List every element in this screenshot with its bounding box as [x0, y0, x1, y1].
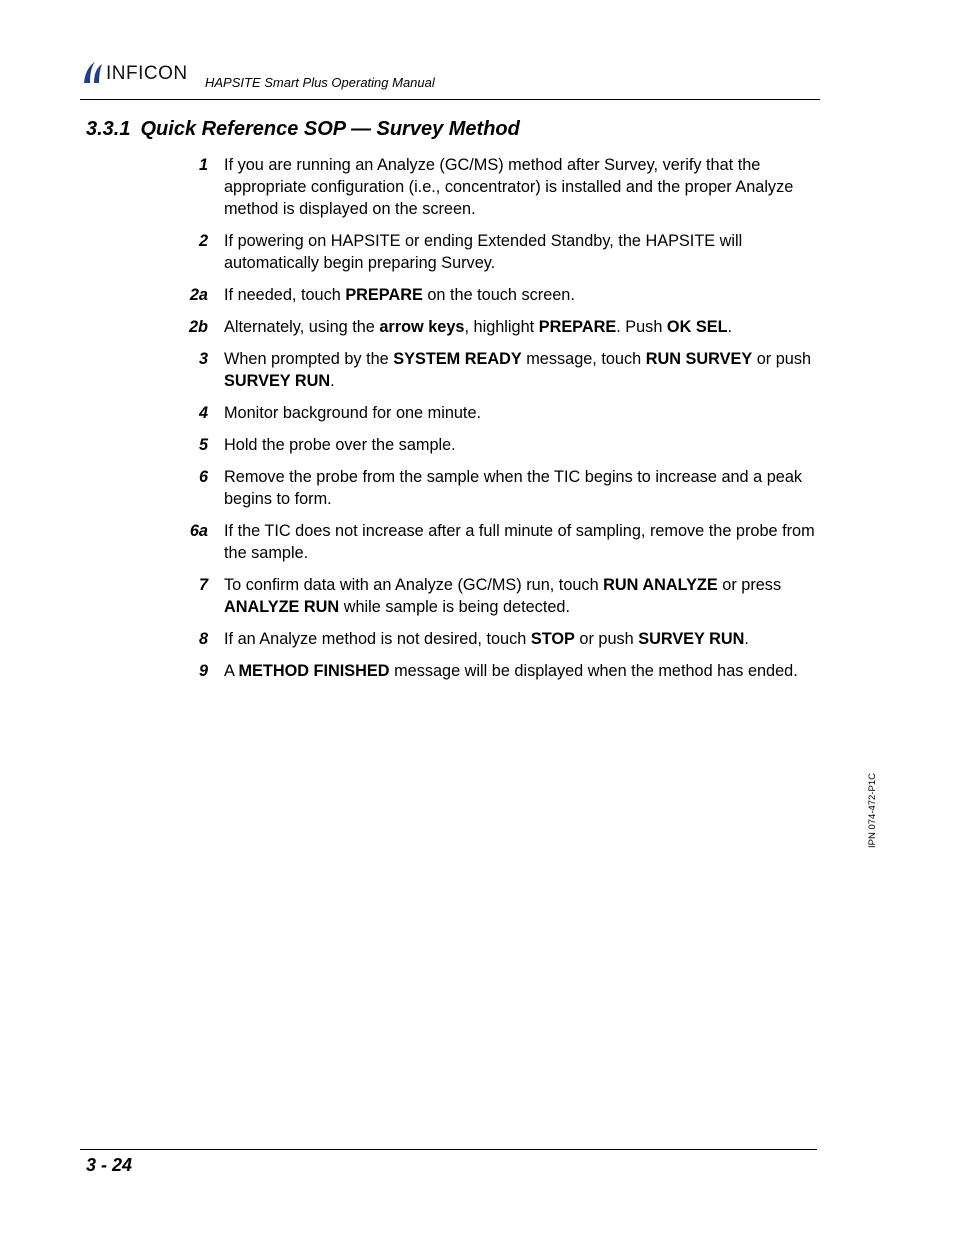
step-text — [224, 628, 816, 650]
procedure-step — [170, 348, 820, 392]
step-number: 5 — [198, 436, 208, 454]
step-text — [224, 520, 816, 564]
inficon-logo — [82, 58, 188, 84]
step-emphasis: SURVEY RUN — [224, 372, 331, 390]
step-text-run: Hold the probe over the sample. — [224, 436, 456, 454]
manual-title: HAPSITE Smart Plus Operating Manual — [205, 75, 435, 90]
step-emphasis: METHOD FINISHED — [238, 662, 390, 680]
step-text — [224, 466, 816, 510]
step-text — [224, 348, 816, 392]
procedure-step — [170, 434, 820, 456]
step-text-run: If an Analyze method is not desired, touch — [224, 630, 531, 648]
step-text-run: Remove the probe from the sample when the TIC begins to increase and a peak begins to form. — [224, 468, 803, 508]
step-number: 1 — [198, 156, 208, 174]
step-text-run: . — [744, 630, 749, 648]
inficon-logo-mark-icon — [82, 60, 104, 84]
procedure-step — [170, 402, 820, 424]
step-number: 3 — [198, 350, 208, 368]
step-text-run: on the touch screen. — [422, 286, 575, 304]
step-emphasis: PREPARE — [538, 318, 617, 336]
step-number: 4 — [198, 404, 208, 422]
step-text-run: , highlight — [464, 318, 539, 336]
step-text-run: When prompted by the — [224, 350, 394, 368]
step-number: 8 — [198, 630, 208, 648]
section-number: 3.3.1 — [86, 118, 131, 140]
procedure-steps — [170, 154, 820, 692]
step-text — [224, 284, 816, 306]
logo-text: INFICON — [106, 63, 188, 84]
step-text — [224, 230, 816, 274]
step-text-run: while sample is being detected. — [339, 598, 570, 616]
step-emphasis: SYSTEM READY — [393, 350, 522, 368]
section-title: Quick Reference SOP — Survey Method — [140, 118, 520, 140]
step-text-run: Monitor background for one minute. — [224, 404, 482, 422]
procedure-step — [170, 628, 820, 650]
step-number: 9 — [198, 662, 208, 680]
step-text — [224, 402, 816, 424]
step-text-run: . — [330, 372, 335, 390]
step-number: 6a — [189, 522, 208, 540]
step-number: 2 — [198, 232, 208, 250]
step-text-run: If powering on HAPSITE or ending Extended Standby, the HAPSITE will automatically begin preparing Survey. — [224, 232, 743, 272]
step-text — [224, 434, 816, 456]
procedure-step — [170, 466, 820, 510]
step-emphasis: ANALYZE RUN — [224, 598, 340, 616]
step-emphasis: STOP — [530, 630, 575, 648]
step-emphasis: SURVEY RUN — [638, 630, 745, 648]
step-emphasis: PREPARE — [345, 286, 423, 304]
step-text-run: . — [727, 318, 733, 336]
step-text-run: Alternately, using the — [224, 318, 380, 336]
ipn-side-note: IPN 074-472-P1C — [867, 773, 878, 848]
step-text-run: message will be displayed when the method has ended. — [389, 662, 798, 680]
step-text-run: or press — [717, 576, 782, 594]
procedure-step — [170, 154, 820, 220]
step-text-run: or push — [574, 630, 639, 648]
procedure-step — [170, 284, 820, 306]
procedure-step — [170, 316, 820, 338]
step-text — [224, 154, 816, 220]
step-text-run: A — [224, 662, 239, 680]
step-text — [224, 574, 816, 618]
section-heading — [86, 118, 520, 141]
step-emphasis: RUN ANALYZE — [603, 576, 718, 594]
procedure-step — [170, 574, 820, 618]
step-text-run: If needed, touch — [224, 286, 346, 304]
step-text-run: . Push — [616, 318, 667, 336]
step-text — [224, 316, 816, 338]
step-text-run: message, touch — [521, 350, 646, 368]
step-text-run: or push — [752, 350, 812, 368]
step-text-run: If you are running an Analyze (GC/MS) method after Survey, verify that the appropriate configuration (i.e., concentrator) is installed and the proper Analyze method is displayed on the screen. — [224, 156, 794, 218]
step-number: 6 — [198, 468, 208, 486]
header-divider — [80, 99, 820, 100]
step-text-run: To confirm data with an Analyze (GC/MS) run, touch — [224, 576, 604, 594]
procedure-step — [170, 660, 820, 682]
step-emphasis: RUN SURVEY — [645, 350, 753, 368]
step-emphasis: OK SEL — [666, 318, 728, 336]
procedure-step — [170, 520, 820, 564]
footer-divider — [80, 1149, 817, 1150]
step-text — [224, 660, 816, 682]
step-emphasis: arrow keys — [379, 318, 465, 336]
step-number: 7 — [198, 576, 208, 594]
page-number: 3 - 24 — [86, 1155, 133, 1175]
step-text-run: If the TIC does not increase after a full minute of sampling, remove the probe from the sample. — [224, 522, 815, 562]
step-number: 2b — [188, 318, 208, 336]
step-number: 2a — [189, 286, 208, 304]
procedure-step — [170, 230, 820, 274]
